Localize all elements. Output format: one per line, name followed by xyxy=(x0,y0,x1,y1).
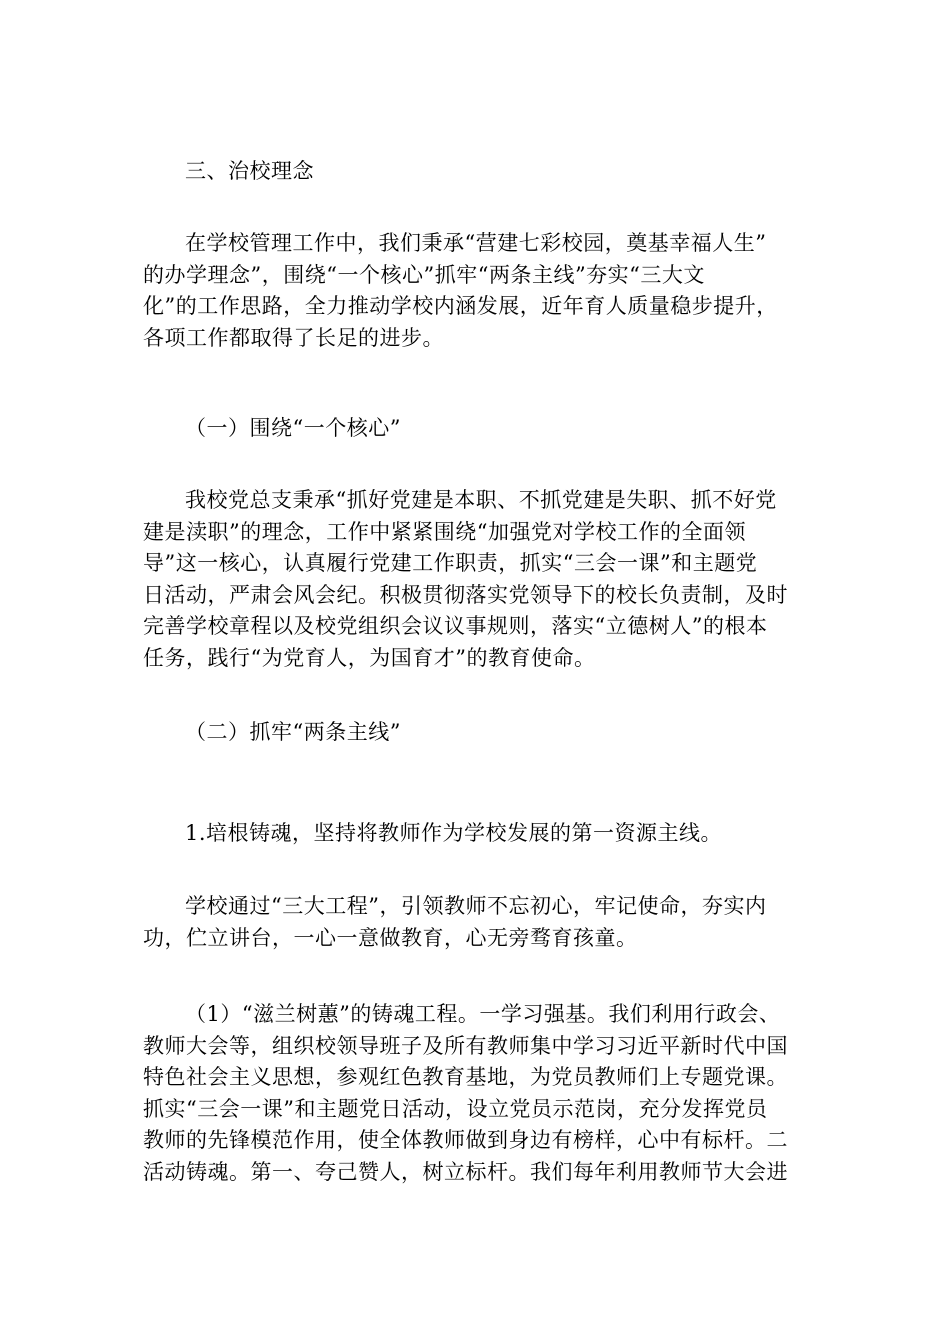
p3-line-2: 教师大会等，组织校领导班子及所有教师集中学习习近平新时代中国 xyxy=(143,1033,788,1058)
item-one-heading: 1.培根铸魂，坚持将教师作为学校发展的第一资源主线。 xyxy=(185,821,723,845)
subheading-two-lines: （二）抓牢“两条主线” xyxy=(185,720,401,744)
section-heading: 三、治校理念 xyxy=(185,159,314,183)
party-building-paragraph xyxy=(143,485,823,674)
p1-line-5: 完善学校章程以及校党组织会议议事规则，落实“立德树人”的根本 xyxy=(143,614,768,638)
p3-line-4: 抓实“三会一课”和主题党日活动，设立党员示范岗，充分发挥党员 xyxy=(143,1096,768,1121)
p1-line-4: 日活动，严肃会风会纪。积极贯彻落实党领导下的校长负责制，及时 xyxy=(143,582,788,607)
p2-line-1: 学校通过“三大工程”，引领教师不忘初心，牢记使命，夯实内 xyxy=(185,894,767,918)
intro-paragraph xyxy=(143,228,823,354)
p1-line-3: 导”这一核心，认真履行党建工作职责，抓实“三会一课”和主题党 xyxy=(143,551,758,575)
p3-line-6: 活动铸魂。第一、夸己赞人，树立标杆。我们每年利用教师节大会进 xyxy=(143,1159,788,1184)
intro-line-2: 的办学理念”，围绕“一个核心”抓牢“两条主线”夯实“三大文 xyxy=(143,262,705,287)
soul-casting-paragraph xyxy=(143,999,823,1188)
p3-line-5: 教师的先锋模范作用，使全体教师做到身边有榜样，心中有标杆。二 xyxy=(143,1128,788,1152)
intro-line-3: 化”的工作思路，全力推动学校内涵发展，近年育人质量稳步提升， xyxy=(143,294,778,318)
intro-line-1: 在学校管理工作中，我们秉承“营建七彩校园，奠基幸福人生” xyxy=(185,231,767,255)
intro-line-4: 各项工作都取得了长足的进步。 xyxy=(143,325,444,350)
p1-line-6: 任务，践行“为党育人，为国育才”的教育使命。 xyxy=(143,645,596,670)
three-projects-paragraph xyxy=(143,891,823,954)
p3-line-1: （1）“滋兰树蕙”的铸魂工程。一学习强基。我们利用行政会、 xyxy=(185,1002,781,1026)
p1-line-2: 建是渎职”的理念，工作中紧紧围绕“加强党对学校工作的全面领 xyxy=(143,519,746,544)
p2-line-2: 功，伫立讲台，一心一意做教育，心无旁骛育孩童。 xyxy=(143,925,638,950)
subheading-one-core: （一）围绕“一个核心” xyxy=(185,416,401,440)
p3-line-3: 特色社会主义思想，参观红色教育基地，为党员教师们上专题党课。 xyxy=(143,1065,788,1089)
p1-line-1: 我校党总支秉承“抓好党建是本职、不抓党建是失职、抓不好党 xyxy=(185,488,777,512)
